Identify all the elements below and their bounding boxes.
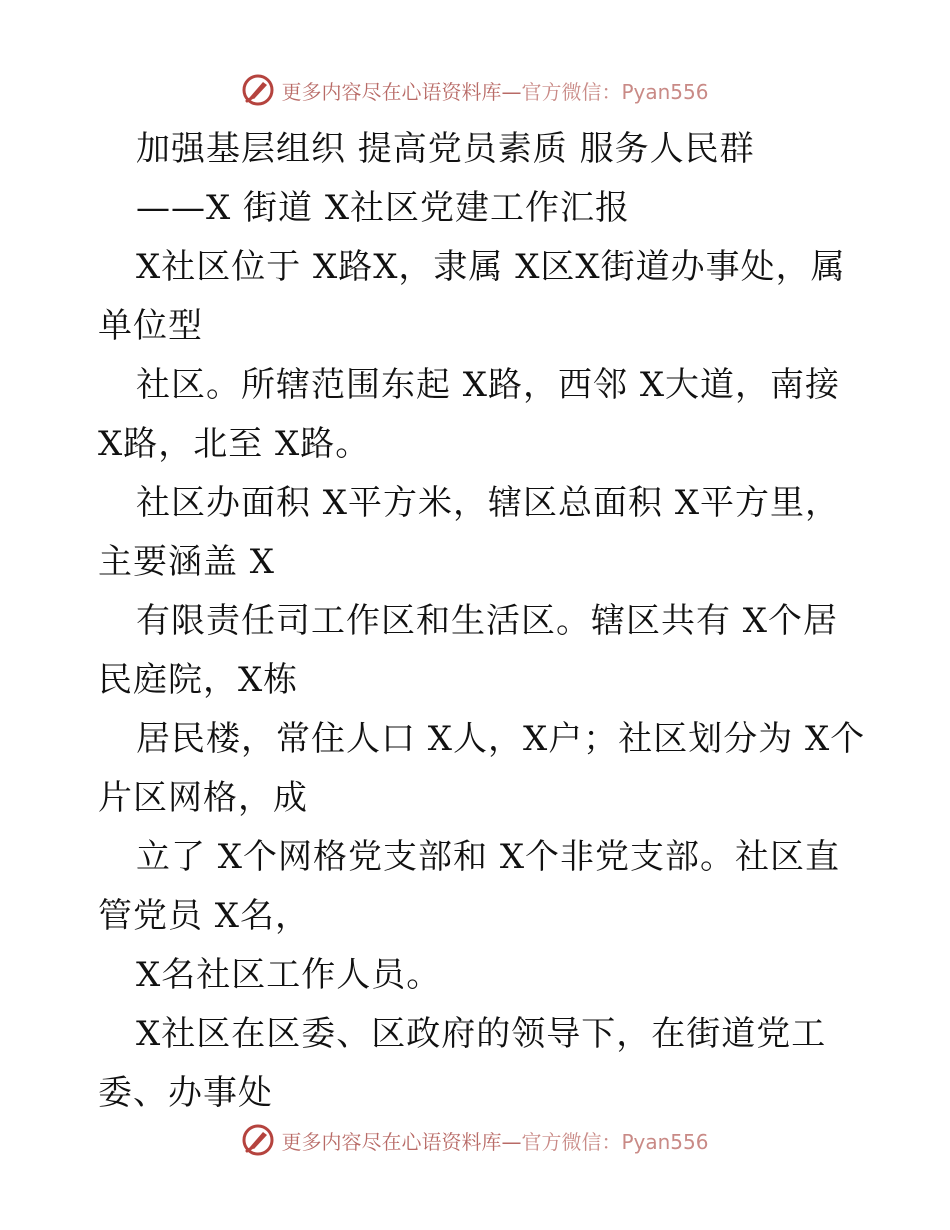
paragraph-line: 社区办面积 X平方米，辖区总面积 X平方里， — [136, 483, 841, 523]
document-title: 加强基层组织 提高党员素质 服务人民群 — [136, 129, 755, 169]
banner-site-text: 更多内容尽在心语资料库— — [281, 79, 522, 104]
banner-site-text: 更多内容尽在心语资料库— — [281, 1129, 522, 1154]
paragraph-line: 片区网格，成 — [98, 778, 308, 818]
quill-seal-icon — [241, 1123, 275, 1157]
paragraph-line: 单位型 — [98, 306, 203, 346]
paragraph-line: 管党员 X名， — [98, 896, 311, 936]
paragraph-line: 居民楼，常住人口 X人，X户；社区划分为 X个 — [136, 719, 866, 759]
paragraph-line: X名社区工作人员。 — [136, 955, 442, 995]
document-subtitle: ——X 街道 X社区党建工作汇报 — [136, 188, 631, 228]
document-body — [98, 120, 868, 1123]
banner-wechat-text: 官方微信：Pyan556 — [521, 1129, 709, 1154]
paragraph-line: X社区位于 X路X，隶属 X区X街道办事处，属 — [136, 247, 846, 287]
paragraph-line: 社区。所辖范围东起 X路，西邻 X大道，南接 — [136, 365, 841, 405]
paragraph-line: X社区在区委、区政府的领导下，在街道党工 — [136, 1014, 827, 1054]
banner-text — [281, 1126, 708, 1155]
paragraph-line: X路，北至 X路。 — [98, 424, 371, 464]
paragraph-line: 委、办事处 — [98, 1073, 273, 1113]
header-banner — [0, 70, 950, 110]
paragraph-line: 主要涵盖 X — [98, 542, 276, 582]
paragraph-line: 民庭院，X栋 — [98, 660, 299, 700]
paragraph-line: 有限责任司工作区和生活区。辖区共有 X个居 — [136, 601, 839, 641]
paragraph-line: 立了 X个网格党支部和 X个非党支部。社区直 — [136, 837, 841, 877]
banner-text — [281, 76, 708, 105]
banner-wechat-text: 官方微信：Pyan556 — [521, 79, 709, 104]
quill-seal-icon — [241, 73, 275, 107]
footer-banner — [0, 1120, 950, 1160]
